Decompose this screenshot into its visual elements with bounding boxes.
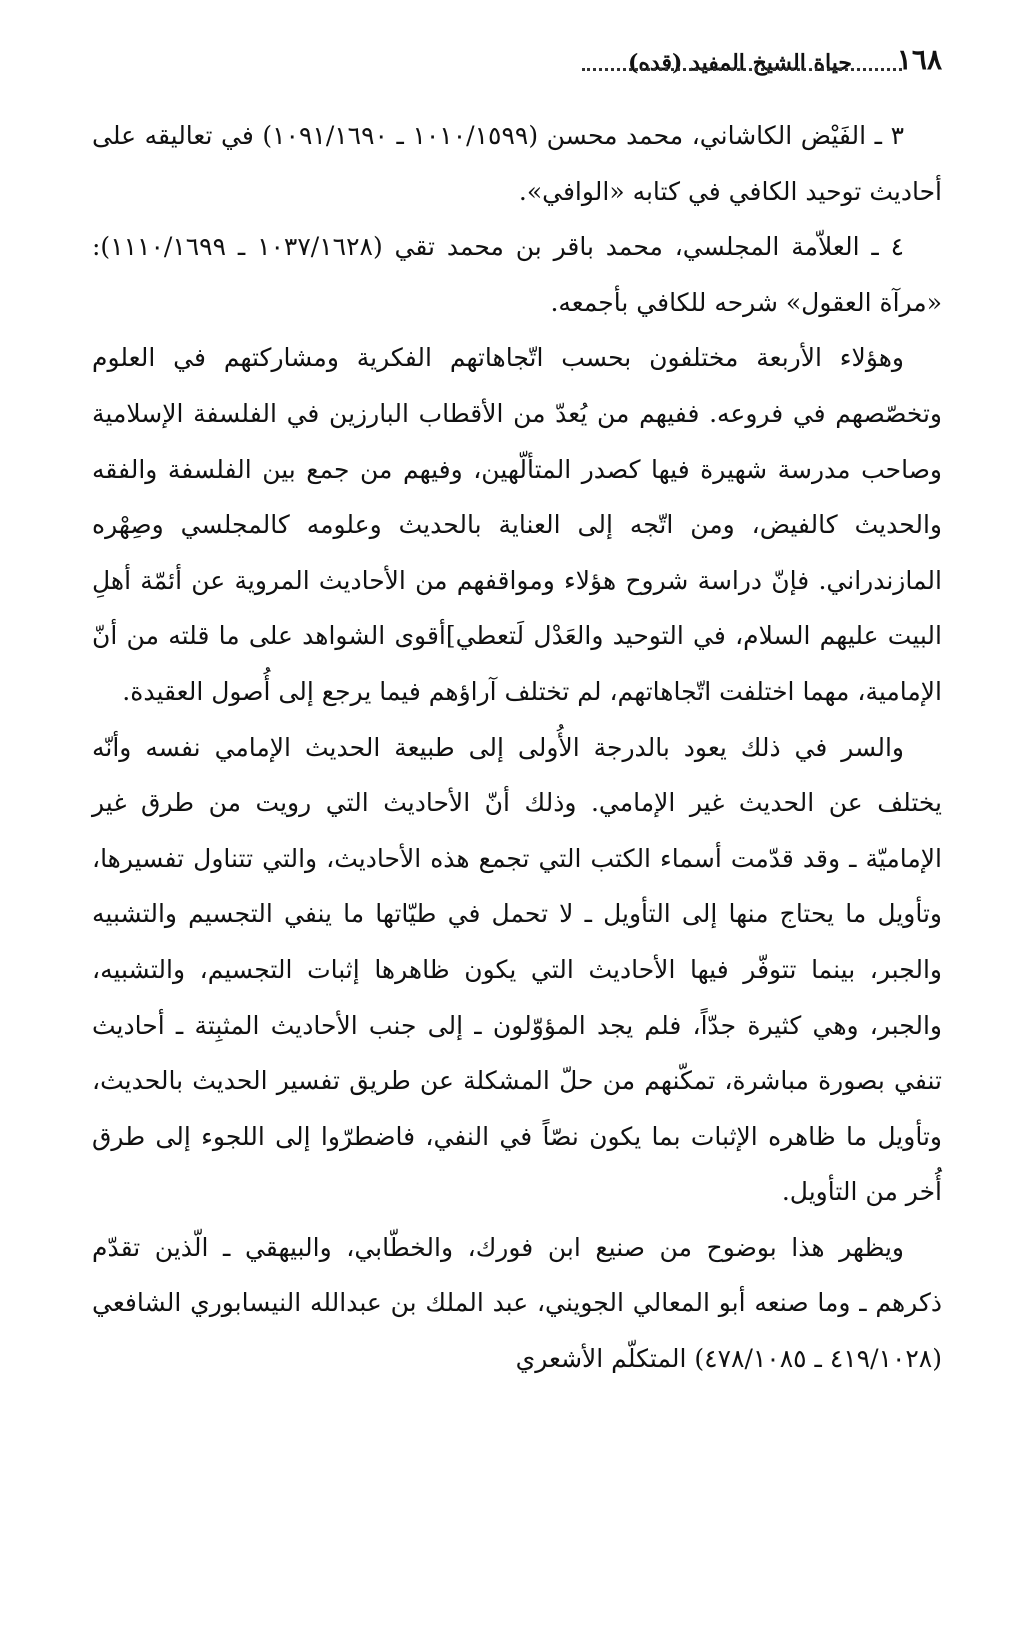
page-number: ١٦٨ [896,43,942,76]
entry-item-3: ٣ ـ الفَيْض الكاشاني، محمد محسن (١٠١٠/١٥٩٩ ـ ١٠٩١/١٦٩٠) في تعاليقه على أحاديث توحيد الكافي في كتابه «الوافي». [92,121,942,206]
running-title: حياة الشيخ المفيد (قده) [628,50,852,76]
page-header [82,40,942,88]
entry-item-4: ٤ ـ العلاّمة المجلسي، محمد باقر بن محمد تقي (١٠٣٧/١٦٢٨ ـ ١١١٠/١٦٩٩): «مرآة العقول» شرحه للكافي بأجمعه. [92,232,942,317]
body-paragraph: والسر في ذلك يعود بالدرجة الأُولى إلى طبيعة الحديث الإمامي نفسه وأنّه يختلف عن الحديث غير الإمامي. وذلك أنّ الأحاديث التي رويت من طرق غير الإماميّة ـ وقد قدّمت أسماء الكتب التي تجمع هذه الأحاديث، والتي تتناول تفسيرها، وتأويل ما يحتاج منها إلى التأويل ـ لا تحمل في طيّاتها ما ينفي التجسيم والتشبيه والجبر، بينما تتوفّر فيها الأحاديث التي يكون ظاهرها إثبات التجسيم، والتشبيه، والجبر، وهي كثيرة جدّاً، فلم يجد المؤوّلون ـ إلى جنب الأحاديث المثبِتة ـ أحاديث تنفي بصورة مباشرة، تمكّنهم من حلّ المشكلة عن طريق تفسير الحديث بالحديث، وتأويل ما ظاهره الإثبات بما يكون نصّاً في النفي، فاضطرّوا إلى اللجوء إلى طرق أُخر من التأويل. [92,732,942,1207]
header-dot-leader [582,68,902,71]
body-paragraph: ويظهر هذا بوضوح من صنيع ابن فورك، والخطّابي، والبيهقي ـ الّذين تقدّم ذكرهم ـ وما صنعه أبو المعالي الجويني، عبد الملك بن عبدالله النيسابوري الشافعي (٤١٩/١٠٢٨ ـ ٤٧٨/١٠٨٥) المتكلّم الأشعري [92,1232,942,1374]
page-body [92,108,942,1387]
body-paragraph: وهؤلاء الأربعة مختلفون بحسب اتّجاهاتهم الفكرية ومشاركتهم في العلوم وتخصّصهم في فروعه. ففيهم من يُعدّ من الأقطاب البارزين في الفلسفة الإسلامية وصاحب مدرسة شهيرة فيها كصدر المتألّهين، وفيهم من جمع بين الفلسفة والفقه والحديث كالفيض، ومن اتّجه إلى العناية بالحديث وعلومه كالمجلسي وصِهْره المازندراني. فإنّ دراسة شروح هؤلاء ومواقفهم من الأحاديث المروية عن أئمّة أهلِ البيت عليهم السلام، في التوحيد والعَدْل لَتعطي]أقوى الشواهد على ما قلته من أنّ الإمامية، مهما اختلفت اتّجاهاتهم، لم تختلف آراؤهم فيما يرجع إلى أُصول العقيدة. [92,343,942,706]
